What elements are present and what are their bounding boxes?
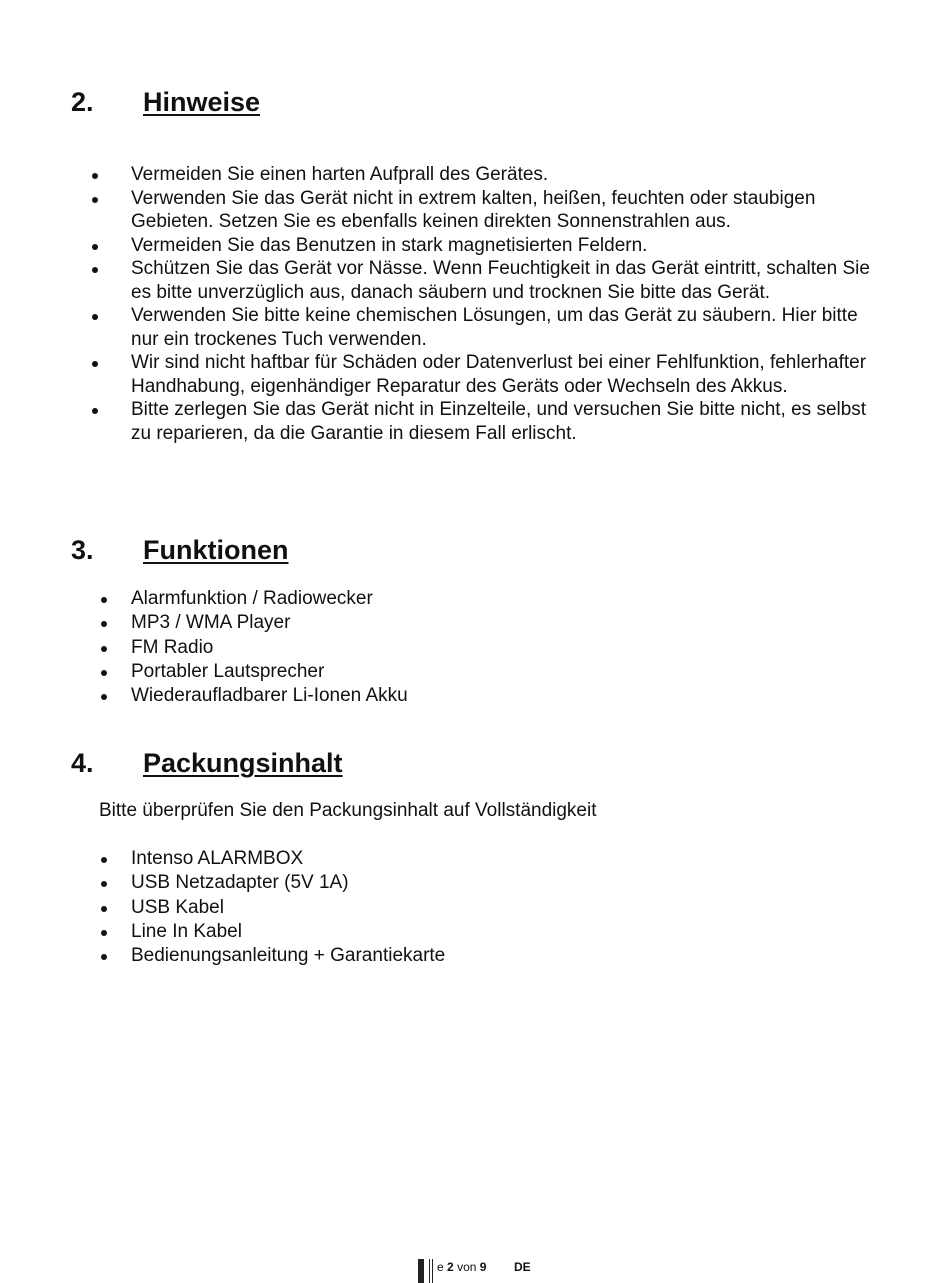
bullet-icon [101, 954, 107, 960]
bullet-icon [101, 930, 107, 936]
page-number: e 2 von 9 [437, 1260, 487, 1274]
bullet-icon [101, 621, 107, 627]
funktionen-list [0, 587, 950, 708]
list-item: Verwenden Sie bitte keine chemischen Lösungen, um das Gerät zu säubern. Hier bitte nur ein trockenes Tuch verwenden. [0, 304, 871, 351]
list-item: FM Radio [0, 636, 871, 660]
packungsinhalt-intro: Bitte überprüfen Sie den Packungsinhalt auf Vollständigkeit [99, 800, 597, 821]
list-item: Bedienungsanleitung + Garantiekarte [0, 944, 871, 968]
bullet-icon [92, 197, 98, 203]
list-item: Schützen Sie das Gerät vor Nässe. Wenn Feuchtigkeit in das Gerät eintritt, schalten Sie es bitte unverzüglich aus, danach säubern und trocknen Sie bitte das Gerät. [0, 257, 871, 304]
bullet-icon [92, 267, 98, 273]
bullet-icon [92, 314, 98, 320]
list-item: Vermeiden Sie das Benutzen in stark magnetisierten Feldern. [0, 234, 871, 258]
list-item: Vermeiden Sie einen harten Aufprall des Gerätes. [0, 163, 871, 187]
section-number: 2. [71, 87, 94, 117]
list-item: USB Kabel [0, 896, 871, 920]
list-item: Portabler Lautsprecher [0, 660, 871, 684]
list-item: Intenso ALARMBOX [0, 847, 871, 871]
list-item: Bitte zerlegen Sie das Gerät nicht in Einzelteile, und versuchen Sie bitte nicht, es selbst zu reparieren, da die Garantie in diesem Fall erlischt. [0, 398, 871, 445]
bullet-icon [101, 597, 107, 603]
list-item: MP3 / WMA Player [0, 611, 871, 635]
list-item: Verwenden Sie das Gerät nicht in extrem kalten, heißen, feuchten oder staubigen Gebieten. Setzen Sie es ebenfalls keinen direkten Sonnenstrahlen aus. [0, 187, 871, 234]
section-number: 4. [71, 748, 94, 778]
bullet-icon [101, 646, 107, 652]
section-title: Funktionen [143, 535, 289, 565]
bullet-icon [101, 694, 107, 700]
bullet-icon [92, 408, 98, 414]
footer-bar-mark [418, 1259, 424, 1283]
footer-bar-mark [432, 1259, 433, 1283]
list-item: Alarmfunktion / Radiowecker [0, 587, 871, 611]
bullet-icon [101, 906, 107, 912]
list-item: Line In Kabel [0, 920, 871, 944]
section-number: 3. [71, 535, 94, 565]
section-title: Hinweise [143, 87, 261, 117]
list-item: Wir sind nicht haftbar für Schäden oder Datenverlust bei einer Fehlfunktion, fehlerhafter Handhabung, eigenhändiger Reparatur des Geräts oder Wechseln des Akkus. [0, 351, 871, 398]
bullet-icon [92, 361, 98, 367]
section-title: Packungsinhalt [143, 748, 343, 778]
language-code: DE [514, 1260, 531, 1274]
hinweise-list [0, 163, 950, 445]
packungsinhalt-list [0, 847, 950, 968]
bullet-icon [101, 857, 107, 863]
bullet-icon [101, 670, 107, 676]
bullet-icon [92, 244, 98, 250]
footer-bar-mark [429, 1259, 430, 1283]
bullet-icon [92, 173, 98, 179]
list-item: USB Netzadapter (5V 1A) [0, 871, 871, 895]
bullet-icon [101, 881, 107, 887]
list-item: Wiederaufladbarer Li-Ionen Akku [0, 684, 871, 708]
